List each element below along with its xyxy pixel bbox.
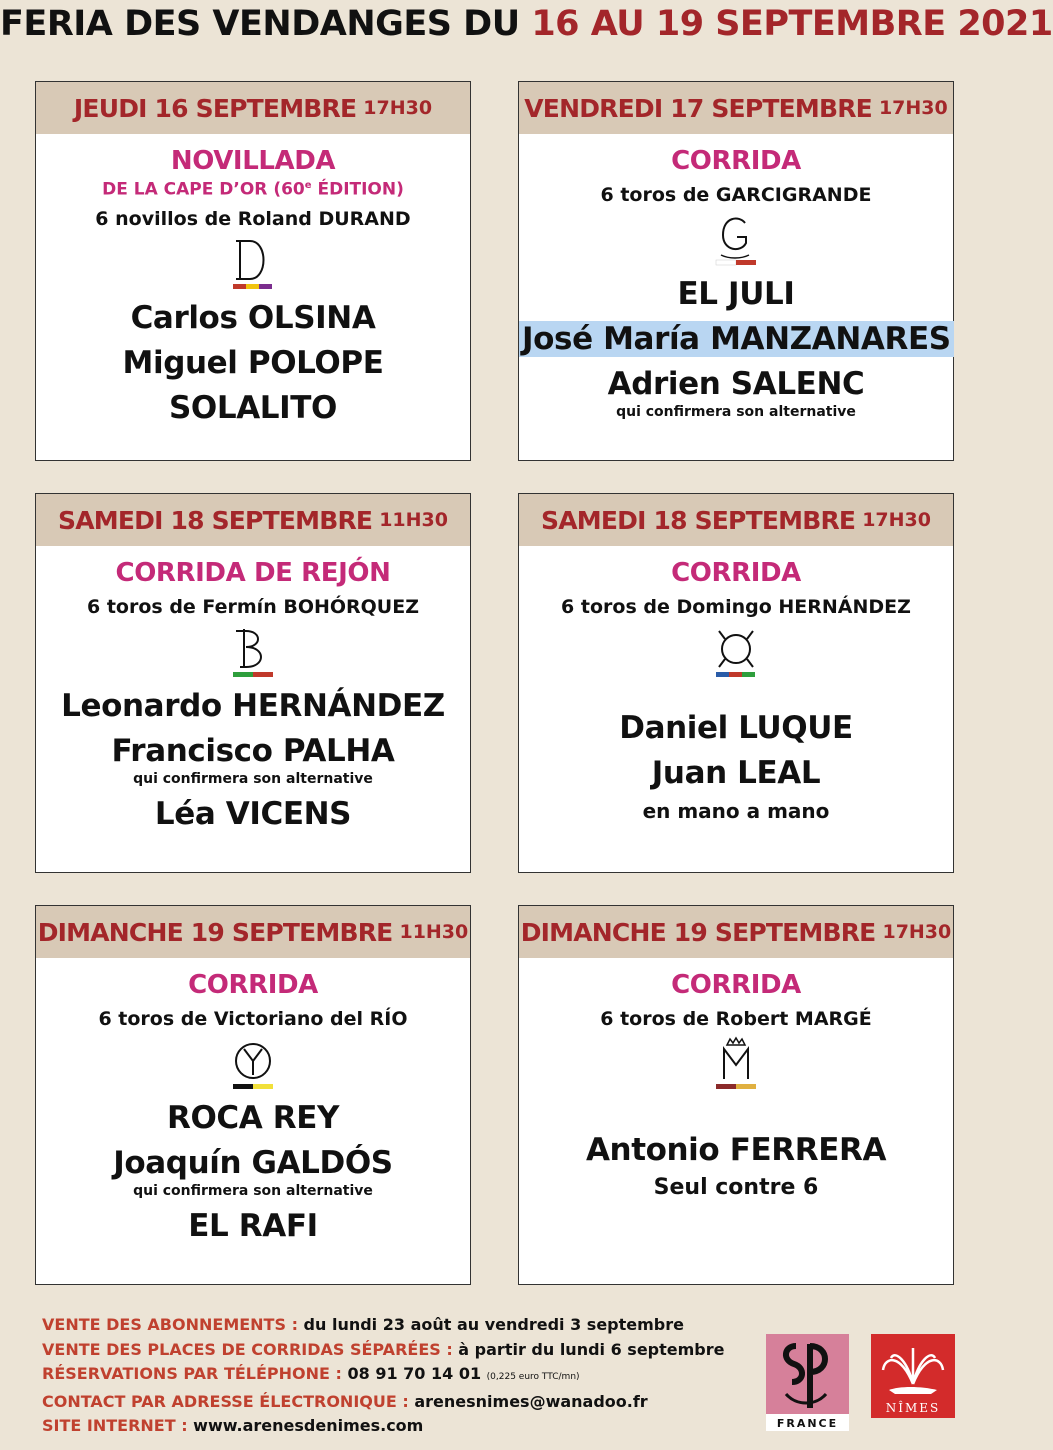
bullfighter-name: Leonardo HERNÁNDEZ bbox=[61, 688, 445, 724]
event-date-header: DIMANCHE 19 SEPTEMBRE 17H30 bbox=[519, 906, 953, 958]
svg-text:NÎMES: NÎMES bbox=[885, 1401, 941, 1415]
bullfighter-name: EL JULI bbox=[677, 276, 795, 312]
event-card-sunday-morning bbox=[35, 905, 471, 1285]
bull-ranch: 6 toros de Robert MARGÉ bbox=[600, 1008, 872, 1030]
bullfighter-name-highlighted[interactable]: José María MANZANARES bbox=[519, 317, 953, 362]
event-date-header: SAMEDI 18 SEPTEMBRE 11H30 bbox=[36, 494, 470, 546]
bull-ranch: 6 toros de Domingo HERNÁNDEZ bbox=[561, 596, 911, 618]
sp-france-logo bbox=[766, 1334, 849, 1431]
bullfighter-note: qui confirmera son alternative bbox=[133, 1183, 373, 1199]
event-type: CORRIDA bbox=[188, 970, 318, 1000]
event-date-header: JEUDI 16 SEPTEMBRE 17H30 bbox=[36, 82, 470, 134]
event-type: CORRIDA bbox=[671, 558, 801, 588]
bull-ranch: 6 toros de Victoriano del RÍO bbox=[98, 1008, 408, 1030]
bullfighter-name: Antonio FERRERA bbox=[585, 1132, 887, 1168]
bullfighter-name: Adrien SALENC bbox=[607, 366, 865, 402]
bullfighter-name: Francisco PALHA bbox=[111, 733, 395, 769]
circle-y-brand-icon bbox=[36, 1034, 470, 1096]
info-line-phone[interactable]: RÉSERVATIONS PAR TÉLÉPHONE : 08 91 70 14 01 (0,225 euro TTC/mn) bbox=[42, 1364, 580, 1383]
letter-g-brand-icon bbox=[519, 210, 953, 272]
info-line-website[interactable]: SITE INTERNET : www.arenesdenimes.com bbox=[42, 1416, 424, 1435]
event-date-header: VENDREDI 17 SEPTEMBRE 17H30 bbox=[519, 82, 953, 134]
bullfighter-name: Juan LEAL bbox=[651, 755, 821, 791]
event-type: NOVILLADA bbox=[170, 146, 336, 176]
event-date-header: DIMANCHE 19 SEPTEMBRE 11H30 bbox=[36, 906, 470, 958]
bullfighter-name: SOLALITO bbox=[168, 389, 337, 426]
event-card-thursday bbox=[35, 81, 471, 461]
event-card-saturday-morning bbox=[35, 493, 471, 873]
event-note: Seul contre 6 bbox=[653, 1175, 819, 1200]
bull-ranch: 6 novillos de Roland DURAND bbox=[95, 207, 411, 230]
info-line: VENTE DES ABONNEMENTS : du lundi 23 août au vendredi 3 septembre bbox=[42, 1315, 684, 1334]
letter-b-brand-icon bbox=[36, 622, 470, 684]
event-card-saturday-evening bbox=[518, 493, 954, 873]
bullfighter-note: qui confirmera son alternative bbox=[616, 404, 856, 420]
circle-horns-brand-icon bbox=[519, 622, 953, 684]
event-type: CORRIDA bbox=[671, 970, 801, 1000]
bullfighter-name: Léa VICENS bbox=[154, 796, 352, 832]
bullfighter-name: Joaquín GALDÓS bbox=[113, 1145, 393, 1181]
event-card-friday bbox=[518, 81, 954, 461]
bullfighter-name: Carlos OLSINA bbox=[130, 299, 376, 336]
letter-d-brand-icon bbox=[36, 234, 470, 296]
bull-ranch: 6 toros de GARCIGRANDE bbox=[600, 184, 872, 206]
bull-ranch: 6 toros de Fermín BOHÓRQUEZ bbox=[87, 596, 419, 618]
bullfighter-note: qui confirmera son alternative bbox=[133, 771, 373, 787]
nimes-city-logo bbox=[871, 1334, 955, 1418]
event-type: CORRIDA bbox=[671, 146, 801, 176]
page-title: FERIA DES VENDANGES DU 16 AU 19 SEPTEMBRE 2021 bbox=[0, 4, 1053, 44]
event-card-sunday-evening bbox=[518, 905, 954, 1285]
svg-text:FRANCE: FRANCE bbox=[776, 1417, 839, 1430]
event-type: CORRIDA DE REJÓN bbox=[115, 558, 391, 588]
bullfighter-name: Miguel POLOPE bbox=[122, 344, 384, 381]
info-line-email[interactable]: CONTACT PAR ADRESSE ÉLECTRONIQUE : arenesnimes@wanadoo.fr bbox=[42, 1391, 648, 1411]
event-note: en mano a mano bbox=[642, 799, 830, 823]
crowned-m-brand-icon bbox=[519, 1034, 953, 1096]
ticket-info bbox=[42, 1313, 725, 1439]
bullfighter-name: ROCA REY bbox=[166, 1100, 340, 1136]
bullfighter-name: Daniel LUQUE bbox=[619, 710, 853, 746]
event-date-header: SAMEDI 18 SEPTEMBRE 17H30 bbox=[519, 494, 953, 546]
event-subtitle: DE LA CAPE D’OR (60e ÉDITION) bbox=[102, 179, 404, 200]
bullfighter-name: EL RAFI bbox=[188, 1208, 318, 1244]
info-line: VENTE DES PLACES DE CORRIDAS SÉPARÉES : à partir du lundi 6 septembre bbox=[42, 1339, 725, 1359]
